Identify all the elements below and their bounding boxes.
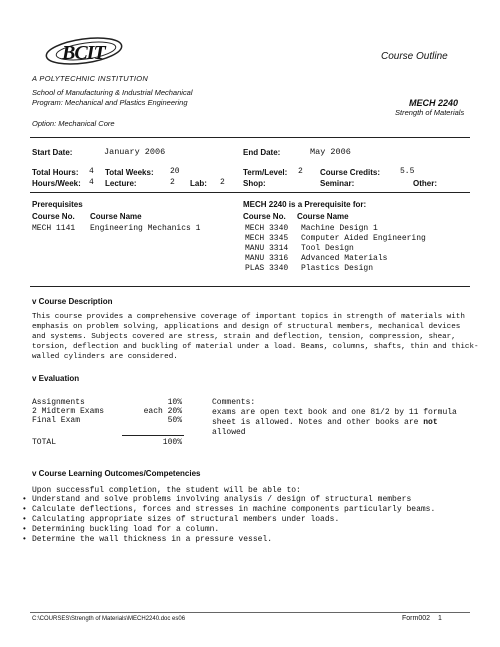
outcome-item: • Calculating appropriate sizes of structural members under loads. — [32, 515, 339, 525]
end-date: May 2006 — [310, 147, 351, 157]
prereq-for-name: Tool Design — [301, 244, 354, 253]
lecture-value: 2 — [170, 178, 175, 187]
start-date: January 2006 — [104, 147, 166, 157]
description-line: torsion, deflection and buckling of material under a load. Beams, columns, shafts, thin and thick- — [32, 343, 479, 351]
prereq-for-name: Computer Aided Engineering — [301, 234, 426, 243]
total-hours-label: Total Hours: — [32, 168, 79, 177]
option-line: Option: Mechanical Core — [32, 119, 115, 128]
end-date-label: End Date: — [243, 148, 281, 157]
prereq-title: Prerequisites — [32, 200, 83, 209]
prereq-for-col-no: Course No. — [243, 212, 286, 221]
evaluation-heading: v Evaluation — [32, 374, 80, 383]
hours-week-label: Hours/Week: — [32, 179, 81, 188]
credits-label: Course Credits: — [320, 168, 381, 177]
tagline: A POLYTECHNIC INSTITUTION — [32, 74, 149, 83]
course-title: Strength of Materials — [395, 108, 465, 117]
description-line: walled cylinders are considered. — [32, 353, 178, 361]
description-line: This course provides a comprehensive coverage of important topics in strength of materials with — [32, 313, 465, 321]
prereq-for-no: MECH 3340 — [245, 224, 289, 233]
total-weeks: 20 — [170, 167, 180, 176]
comments-label: Comments: — [212, 398, 256, 407]
footer-form: Form002 — [402, 615, 431, 622]
comments-not-emphasis: not — [423, 418, 438, 427]
description-line: emphasis on problem solving, applications and design of structural members, mechanical devices — [32, 323, 461, 331]
credits-value: 5.5 — [400, 167, 415, 176]
prereq-col-no: Course No. — [32, 212, 75, 221]
eval-total-value: 100% — [162, 438, 182, 447]
prereq-for-col-name: Course Name — [297, 212, 349, 221]
info-divider — [30, 192, 470, 193]
page-number: 1 — [438, 615, 442, 622]
start-date-label: Start Date: — [32, 148, 73, 157]
hours-week: 4 — [89, 178, 94, 187]
prereq-course-no: MECH 1141 — [32, 224, 76, 233]
eval-total-rule — [122, 435, 184, 436]
description-line: and systems. Subjects covered are stress, strain and deflection, tension, compression, shear, — [32, 333, 456, 341]
lab-label: Lab: — [190, 179, 207, 188]
footer-divider — [30, 612, 470, 613]
prereq-col-name: Course Name — [90, 212, 142, 221]
outcomes-heading: v Course Learning Outcomes/Competencies — [32, 469, 201, 478]
doc-type: Course Outline — [381, 51, 448, 62]
eval-item-weight: 10% — [167, 398, 182, 407]
lab-value: 2 — [220, 178, 225, 187]
eval-total-label: TOTAL — [32, 438, 57, 447]
logo-text: BCIT — [62, 42, 105, 64]
school-line1: School of Manufacturing & Industrial Mechanical — [32, 88, 193, 97]
prereq-for-no: MANU 3316 — [245, 254, 289, 263]
header-divider — [30, 137, 470, 138]
eval-item-weight: each 20% — [143, 407, 182, 416]
total-hours: 4 — [89, 167, 94, 176]
comments-line1: exams are open text book and one 81/2 by 11 formula — [212, 408, 457, 417]
eval-item-name: 2 Midterm Exams — [32, 407, 105, 416]
prereq-for-no: MECH 3345 — [245, 234, 289, 243]
eval-item-weight: 50% — [167, 416, 182, 425]
total-weeks-label: Total Weeks: — [105, 168, 154, 177]
outcome-item: • Determining buckling load for a column. — [32, 525, 219, 535]
prereq-course-name: Engineering Mechanics 1 — [90, 224, 201, 233]
prereq-for-no: MANU 3314 — [245, 244, 289, 253]
outcomes-intro: Upon successful completion, the student will be able to: — [32, 486, 301, 495]
description-heading: v Course Description — [32, 297, 113, 306]
other-label: Other: — [413, 179, 437, 188]
outcome-item: • Calculate deflections, forces and stresses in machine components particularly beams. — [32, 505, 435, 515]
prereq-for-name: Machine Design 1 — [301, 224, 378, 233]
course-code: MECH 2240 — [409, 98, 459, 108]
prereq-for-title: MECH 2240 is a Prerequisite for: — [243, 200, 367, 209]
outcome-item: • Understand and solve problems involving analysis / design of structural members — [32, 495, 411, 505]
comments-line2 — [212, 418, 438, 428]
comments-line2-text: sheet is allowed. Notes and other books are — [212, 418, 424, 427]
lecture-label: Lecture: — [105, 179, 137, 188]
eval-item-name: Final Exam — [32, 416, 81, 425]
school-line2: Program: Mechanical and Plastics Engineering — [32, 98, 188, 107]
term-label: Term/Level: — [243, 168, 288, 177]
footer-path: C:\COURSES\Strength of Materials\MECH2240.doc es06 — [32, 616, 186, 622]
eval-item-name: Assignments — [32, 398, 85, 407]
outcome-item: • Determine the wall thickness in a pressure vessel. — [32, 535, 272, 545]
prereq-for-name: Advanced Materials — [301, 254, 388, 263]
prereq-for-no: PLAS 3340 — [245, 264, 289, 273]
prereq-divider — [30, 286, 470, 287]
comments-line3: allowed — [212, 428, 246, 437]
prereq-for-name: Plastics Design — [301, 264, 374, 273]
shop-label: Shop: — [243, 179, 266, 188]
term-value: 2 — [298, 167, 303, 176]
seminar-label: Seminar: — [320, 179, 355, 188]
